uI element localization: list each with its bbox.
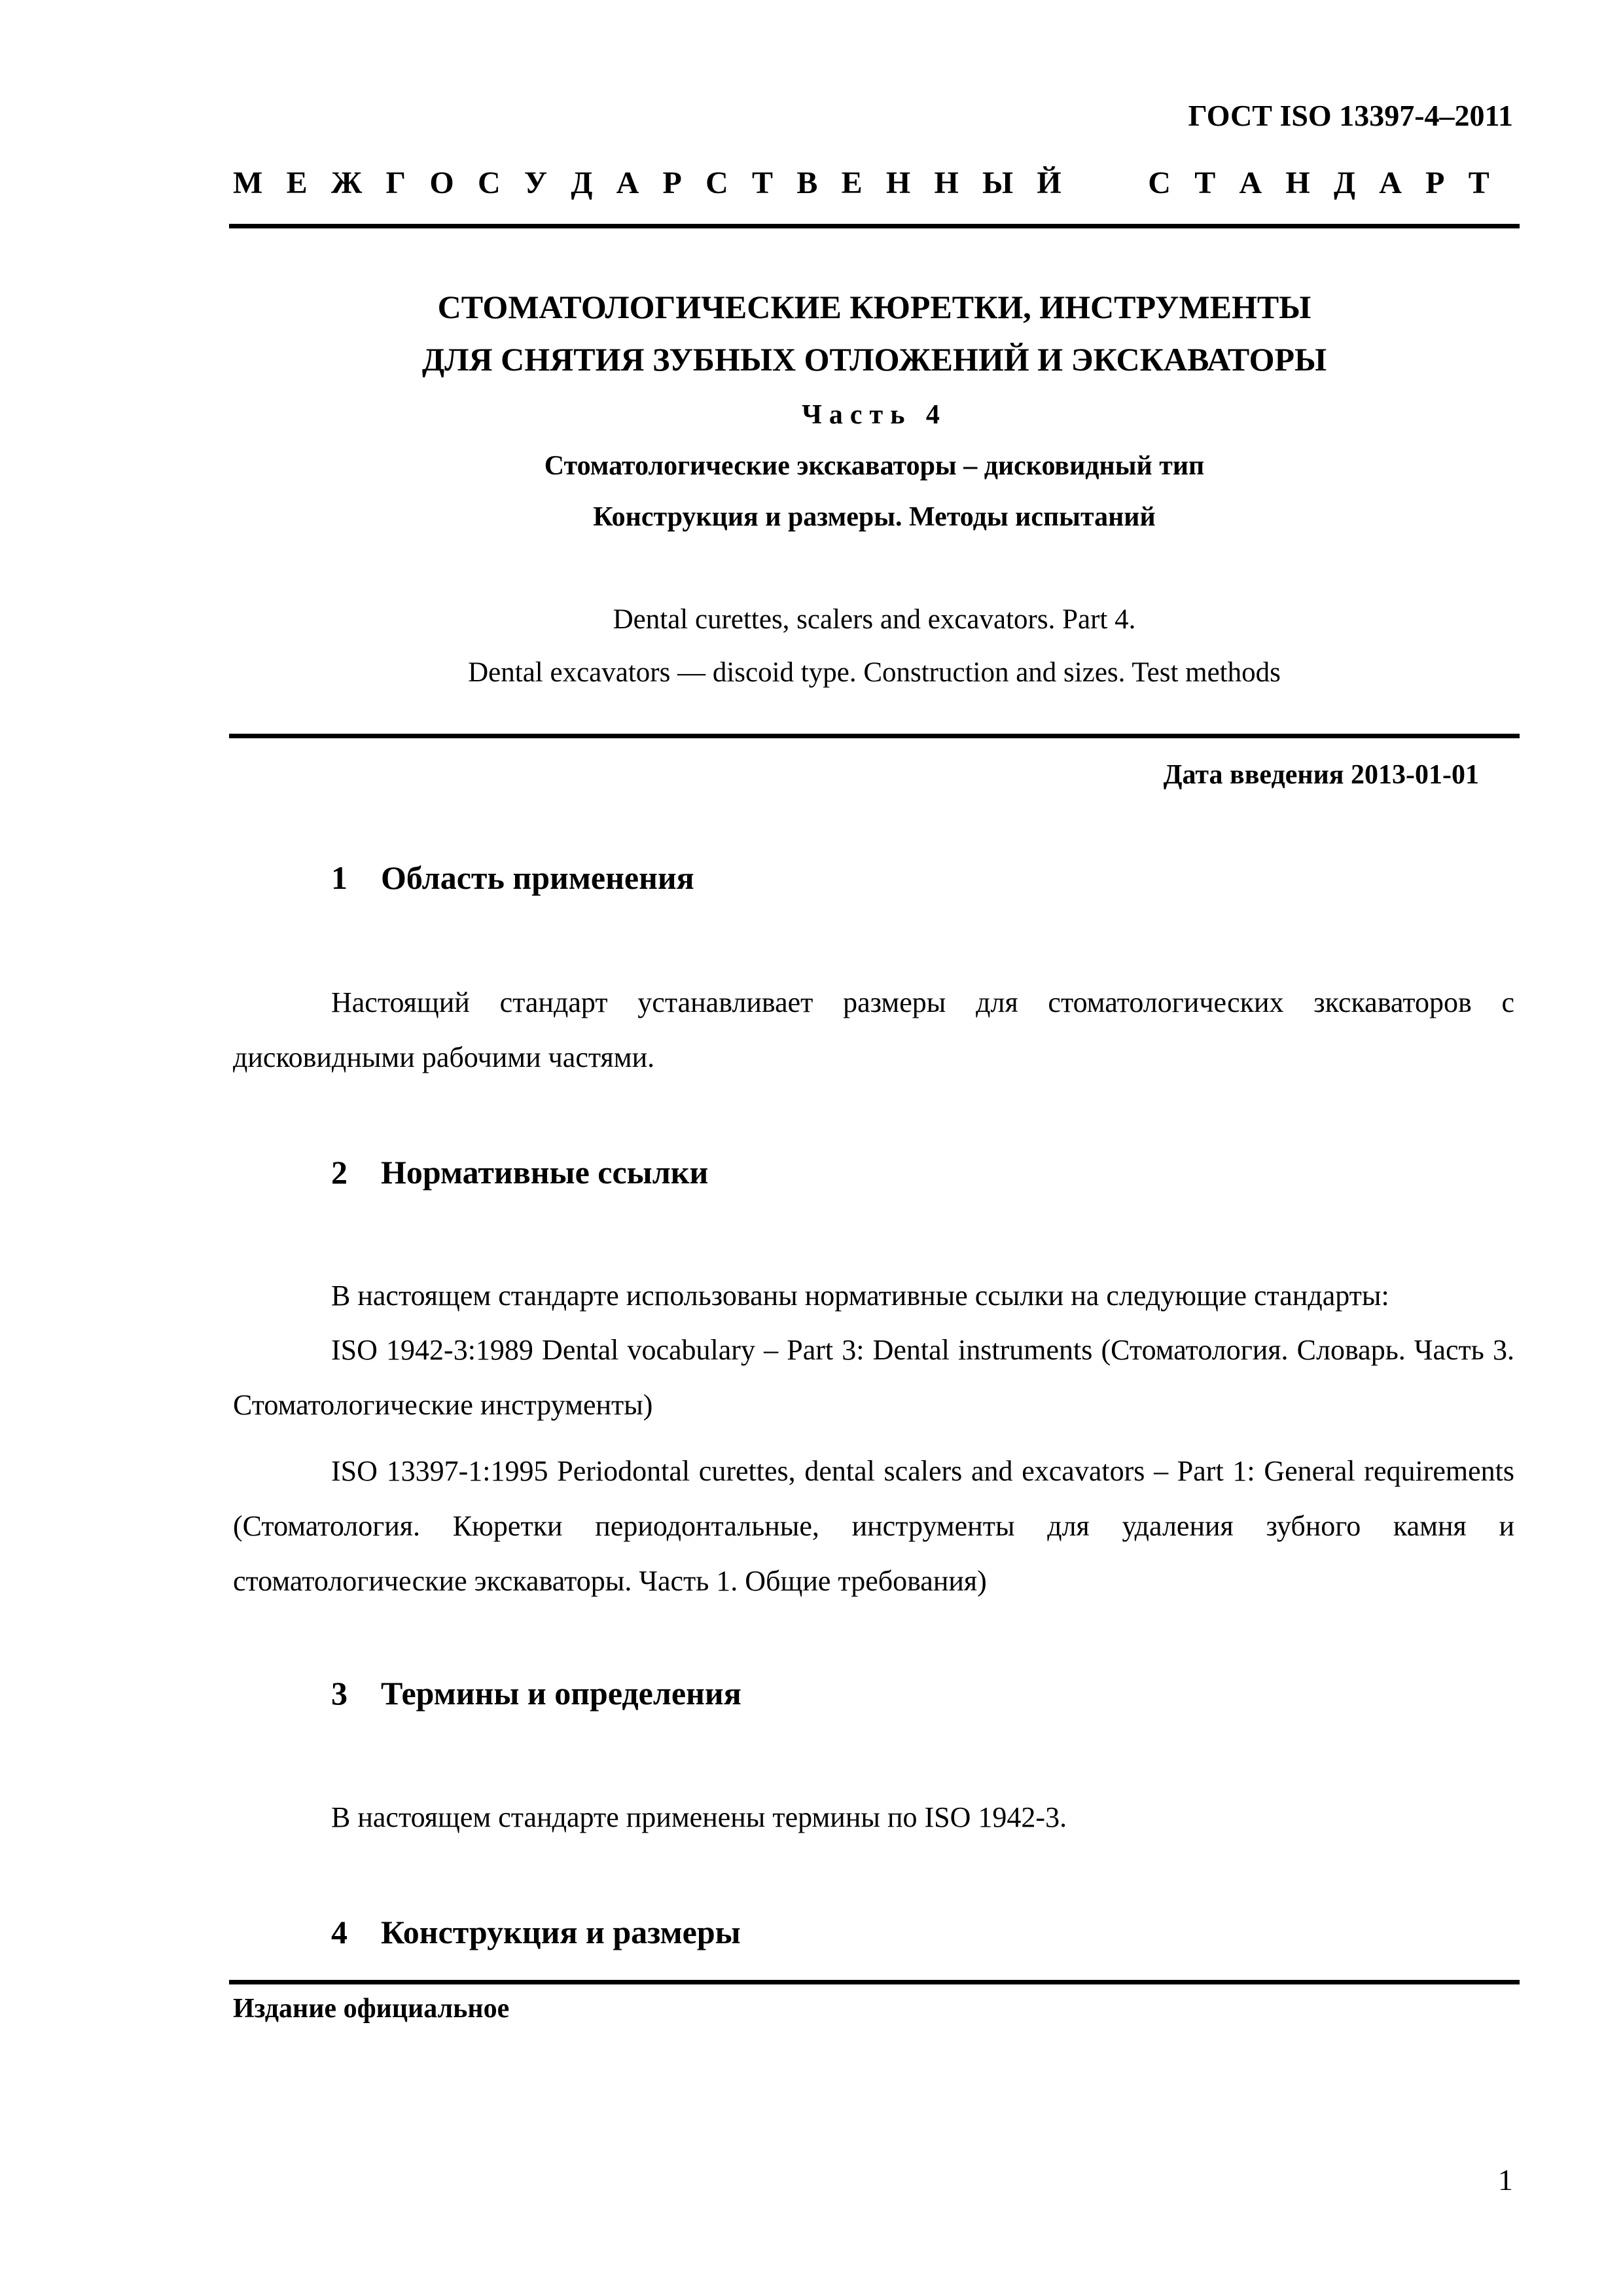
heading-letter: Ж xyxy=(330,166,363,200)
heading-letter: Д xyxy=(571,166,593,200)
interstate-standard-heading xyxy=(233,165,1489,201)
footer-rule xyxy=(229,1980,1520,1984)
paragraph-reference-iso-13397-1: ISO 13397-1:1995 Periodontal curettes, dental scalers and excavators – Part 1: General requirements (Стоматология. Кюретки периодонтальные, инструменты для удаления зубного камня и стоматологические экскаваторы. Часть 1. Общие требования) xyxy=(233,1455,1514,1597)
heading-letter: А xyxy=(1379,166,1402,200)
section-heading-scope xyxy=(331,859,694,897)
section-title: Термины и определения xyxy=(381,1675,741,1712)
section-heading-normative-references xyxy=(331,1153,708,1191)
paragraph-scope: Настоящий стандарт устанавливает размеры для стоматологических зкскаваторов с дисковидными рабочими частями. xyxy=(233,986,1514,1073)
heading-letter: Т xyxy=(752,166,774,200)
heading-letter: Н xyxy=(934,166,959,200)
part-number: Часть 4 xyxy=(802,400,947,430)
heading-letter: Е xyxy=(841,166,863,200)
section-number: 4 xyxy=(331,1914,348,1950)
heading-letter: У xyxy=(524,166,548,200)
title-line-2: ДЛЯ СНЯТИЯ ЗУБНЫХ ОТЛОЖЕНИЙ И ЭКСКАВАТОРЫ xyxy=(421,341,1327,378)
subtitle-line-1: Стоматологические экскаваторы – дисковидный тип xyxy=(544,451,1205,481)
heading-letter: Р xyxy=(1425,166,1445,200)
heading-word-gap xyxy=(1085,165,1124,201)
heading-letter: А xyxy=(616,166,639,200)
official-edition-label: Издание официальное xyxy=(233,1994,510,2024)
heading-letter: Н xyxy=(1285,166,1310,200)
section-heading-terms xyxy=(331,1674,741,1712)
heading-letter: Е xyxy=(286,166,308,200)
section-title: Конструкция и размеры xyxy=(381,1914,741,1950)
heading-letter: Д xyxy=(1333,166,1355,200)
heading-letter: А xyxy=(1239,166,1262,200)
heading-letter: С xyxy=(705,166,728,200)
section-number: 2 xyxy=(331,1154,348,1191)
top-rule xyxy=(229,224,1520,228)
heading-letter: Р xyxy=(662,166,682,200)
gost-number: ГОСТ ISO 13397-4–2011 xyxy=(1188,99,1513,132)
section-number: 1 xyxy=(331,859,348,896)
heading-letter: В xyxy=(796,166,818,200)
paragraph-references-intro: В настоящем стандарте использованы нормативные ссылки на следующие стандарты: xyxy=(331,1280,1389,1312)
heading-letter: О xyxy=(429,166,454,200)
paragraph-reference-iso-1942-3: ISO 1942-3:1989 Dental vocabulary – Part 3: Dental instruments (Стоматология. Словарь. Часть 3. Стоматологические инструменты) xyxy=(233,1334,1514,1421)
introduction-date: Дата введения 2013-01-01 xyxy=(1163,760,1479,790)
section-number: 3 xyxy=(331,1675,348,1712)
subtitle-line-2: Конструкция и размеры. Методы испытаний xyxy=(593,502,1156,532)
section-heading-construction xyxy=(331,1913,741,1951)
heading-letter: Г xyxy=(385,166,406,200)
heading-letter: С xyxy=(477,166,501,200)
title-bottom-rule xyxy=(229,734,1520,738)
heading-letter: Н xyxy=(885,166,911,200)
paragraph-terms: В настоящем стандарте применены термины по ISO 1942-3. xyxy=(331,1801,1067,1833)
english-title-line-1: Dental curettes, scalers and excavators. Part 4. xyxy=(613,604,1136,635)
heading-letter: Ы xyxy=(982,166,1014,200)
section-title: Нормативные ссылки xyxy=(381,1154,709,1191)
title-line-1: СТОМАТОЛОГИЧЕСКИЕ КЮРЕТКИ, ИНСТРУМЕНТЫ xyxy=(437,289,1311,325)
heading-letter: Т xyxy=(1194,166,1216,200)
heading-letter: Й xyxy=(1037,166,1061,200)
heading-letter: С xyxy=(1148,166,1171,200)
heading-letter: Т xyxy=(1468,166,1489,200)
page-number: 1 xyxy=(1498,2163,1513,2197)
section-title: Область применения xyxy=(381,859,694,896)
english-title-line-2: Dental excavators — discoid type. Construction and sizes. Test methods xyxy=(468,657,1281,688)
heading-letter: М xyxy=(233,166,263,200)
